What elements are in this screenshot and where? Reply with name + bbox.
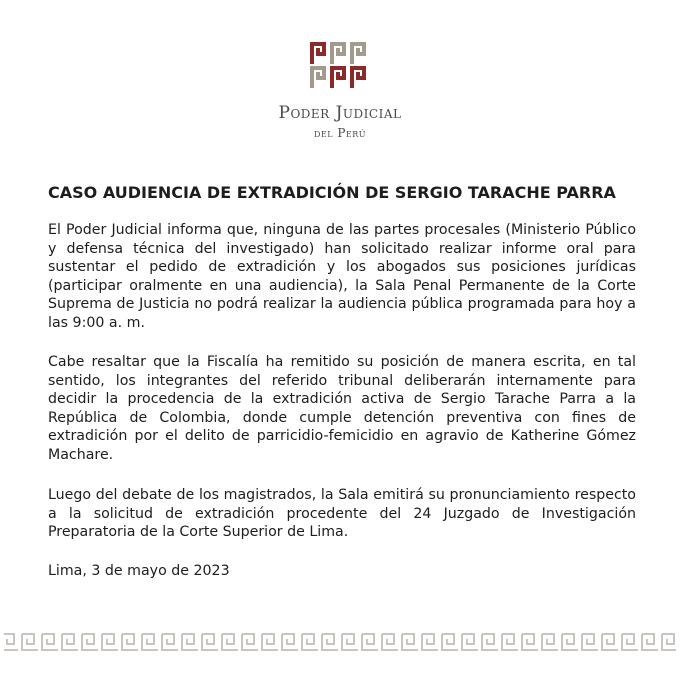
paragraph-1: El Poder Judicial informa que, ninguna de las partes procesales (Ministerio Público y defensa técnica del investigado) han solicitado realizar informe oral para sustentar el pedido de extradición y los abogados sus posiciones jurídicas (participar oralmente en una audiencia), la Sala Penal Permanente de la Corte Suprema de Justicia no podrá realizar la audiencia pública programada para hoy a las 9:00 a. m. (48, 222, 636, 331)
greek-key-border-icon (0, 631, 680, 653)
paragraph-3: Luego del debate de los magistrados, la Sala emitirá su pronunciamiento respecto a la solicitud de extradición procedente del 24 Juzgado de Investigación Preparatoria de la Corte Superior de Lima. (48, 487, 636, 541)
document-title: CASO AUDIENCIA DE EXTRADICIÓN DE SERGIO TARACHE PARRA (48, 183, 616, 202)
signoff: Lima, 3 de mayo de 2023 (48, 563, 230, 579)
poder-judicial-logo-icon (308, 38, 372, 90)
paragraph-2: Cabe resaltar que la Fiscalía ha remitido su posición de manera escrita, en tal sentido, los integrantes del referido tribunal deliberarán internamente para decidir la procedencia de la extradición activa de Sergio Tarache Parra a la República de Colombia, donde cumple detención preventiva con fines de extradición por el delito de parricidio-femicidio en agravio de Katherine Gómez Machare. (48, 354, 636, 463)
org-subtitle: del Perú (313, 126, 367, 140)
org-name: Poder Judicial (278, 103, 402, 123)
